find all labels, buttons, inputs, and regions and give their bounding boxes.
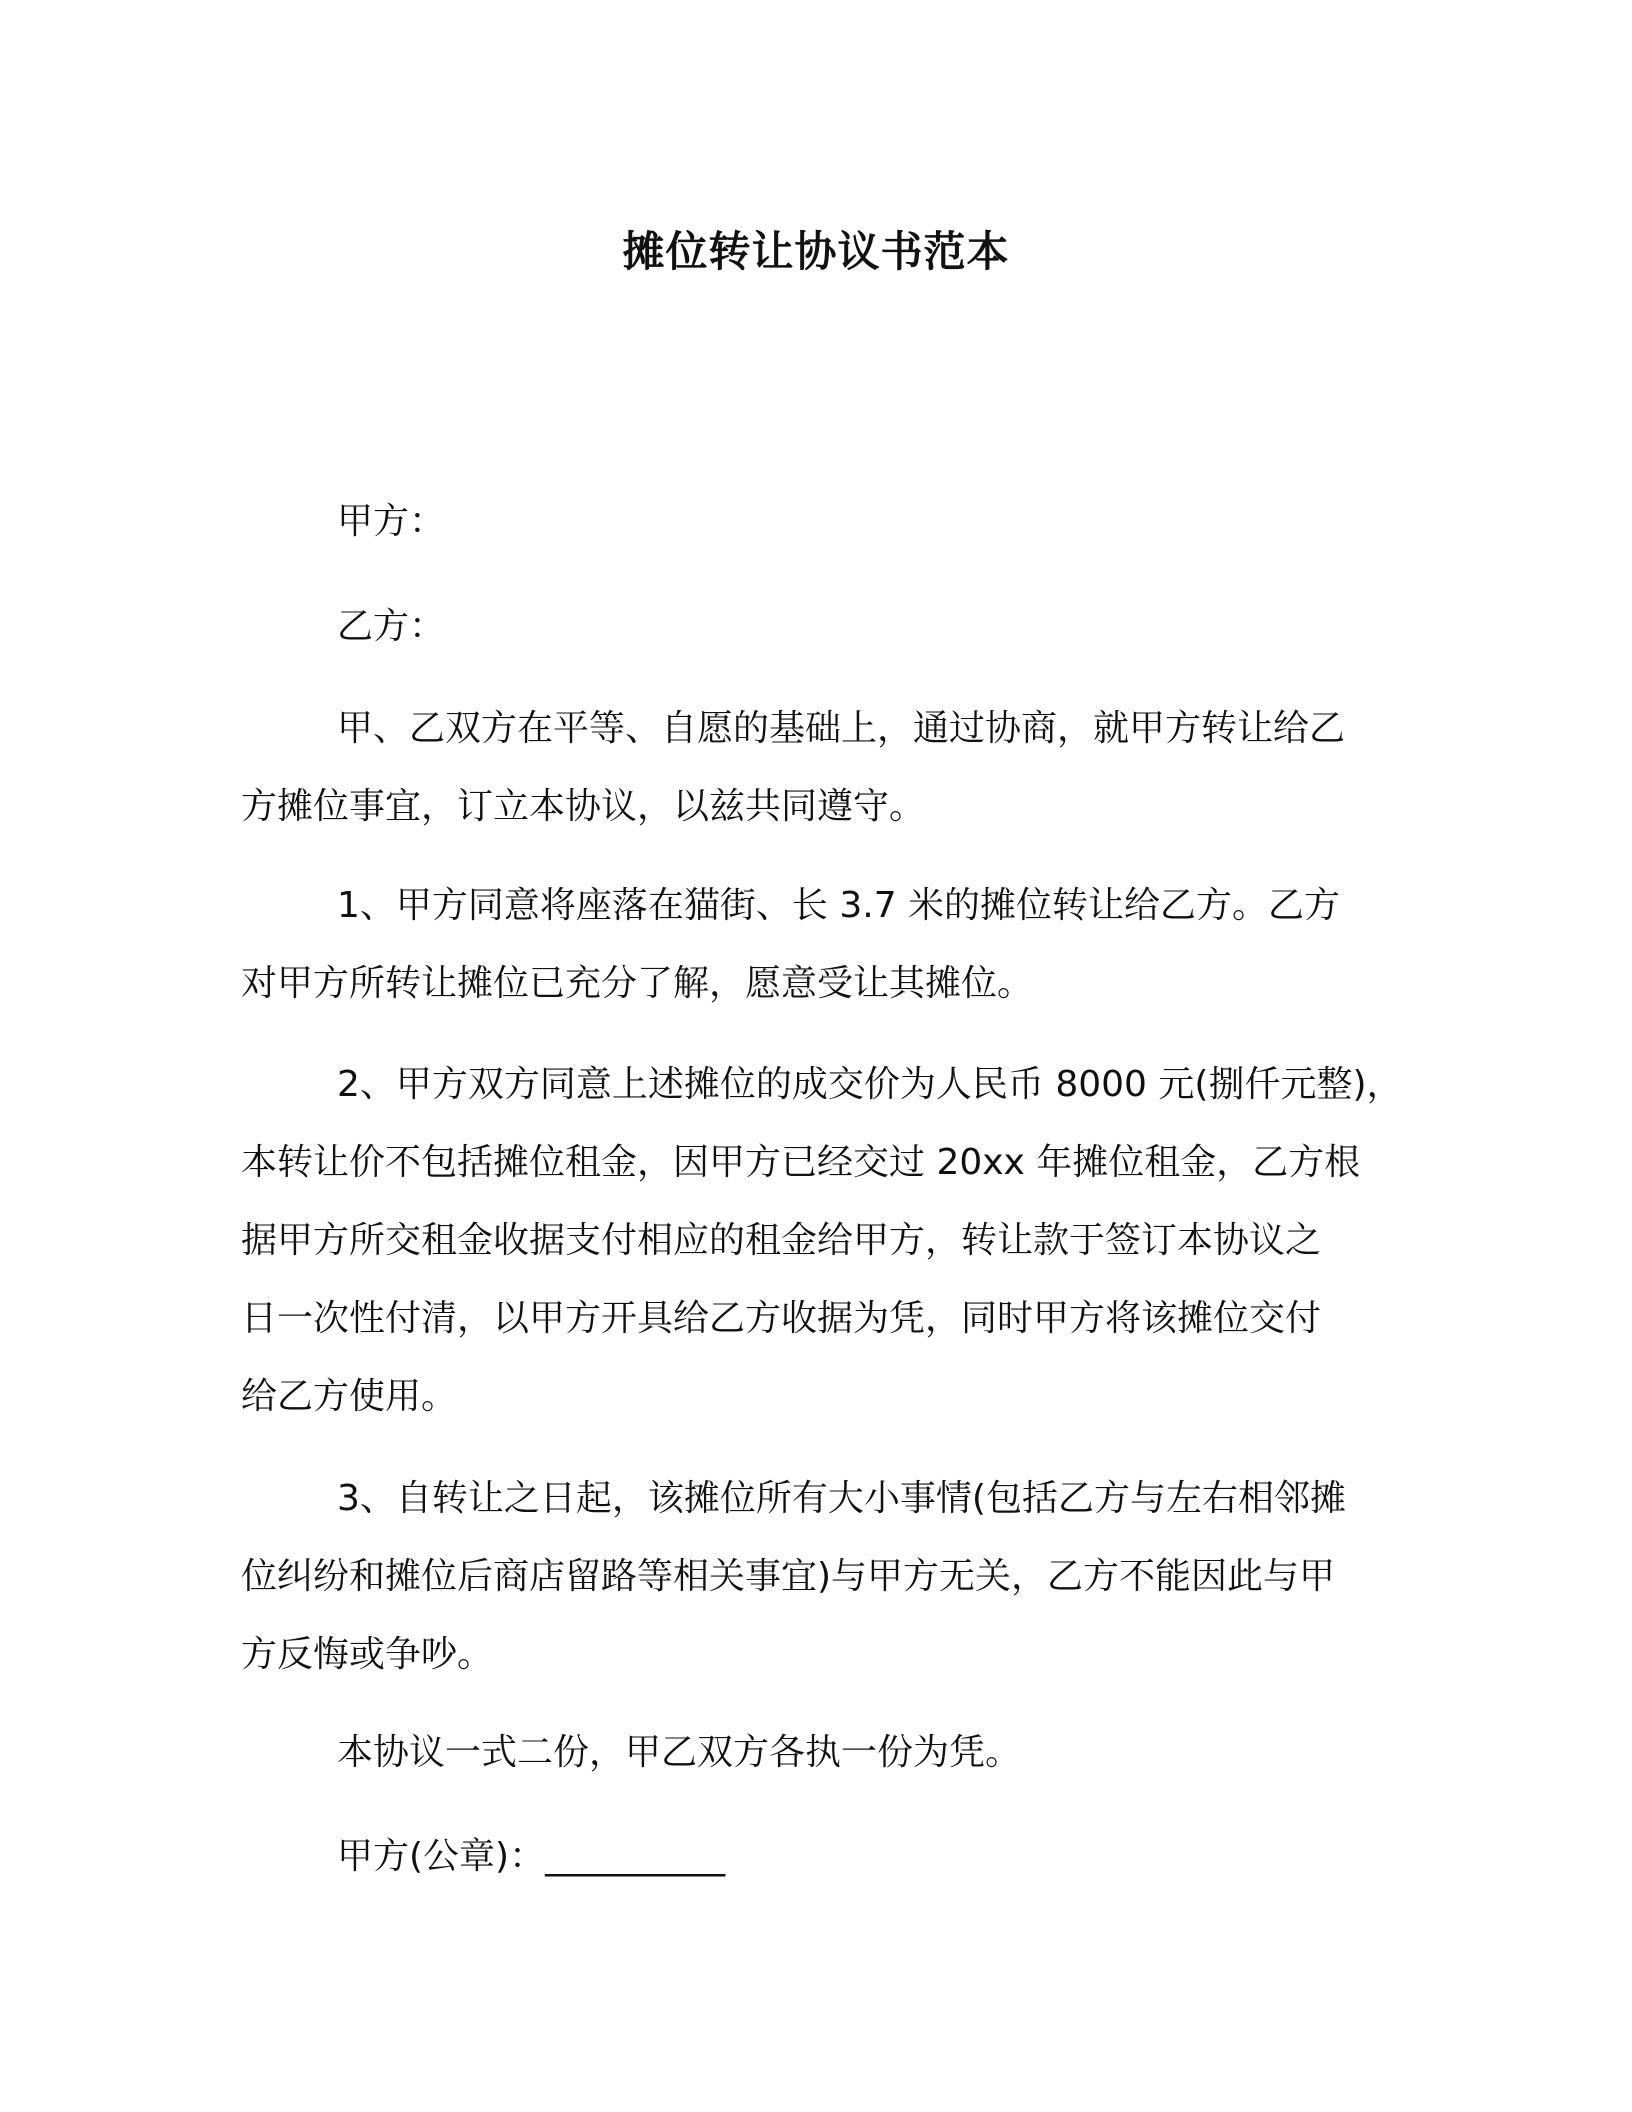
clause-3-line-2: 位纠纷和摊位后商店留路等相关事宜)与甲方无关，乙方不能因此与甲 [241,1556,1336,1597]
clause-2-line-4: 日一次性付清，以甲方开具给乙方收据为凭，同时甲方将该摊位交付 [241,1298,1322,1339]
clause-2-line-1: 2、甲方双方同意上述摊位的成交价为人民币 8000 元(捌仟元整)， [337,1064,1403,1105]
copies-text: 本协议一式二份，甲乙双方各执一份为凭。 [337,1732,1022,1773]
clause-1-line-1: 1、甲方同意将座落在猫街、长 3.7 米的摊位转让给乙方。乙方 [337,885,1341,926]
clause-1-line-2: 对甲方所转让摊位已充分了解，愿意受让其摊位。 [241,963,1034,1004]
clause-2-line-2: 本转让价不包括摊位租金，因甲方已经交过 20xx 年摊位租金，乙方根 [241,1142,1361,1183]
party-a-text: 甲方： [337,501,446,542]
clause-2-line-3: 据甲方所交租金收据支付相应的租金给甲方，转让款于签订本协议之 [241,1220,1322,1261]
copies-statement [241,1714,1409,1792]
clause-3 [241,1460,1409,1694]
clause-3-line-1: 3、自转让之日起，该摊位所有大小事情(包括乙方与左右相邻摊 [337,1478,1346,1519]
intro-line-2: 方摊位事宜，订立本协议，以兹共同遵守。 [241,786,926,827]
party-b-text: 乙方： [337,606,446,647]
document-title: 摊位转让协议书范本 [622,227,1010,276]
clause-1 [241,867,1409,1023]
seal-a-text: 甲方(公章)：__________ [337,1836,726,1877]
party-b-label [241,588,1409,666]
clause-3-line-3: 方反悔或争吵。 [241,1634,494,1675]
intro-paragraph [241,690,1409,846]
seal-a [241,1818,1409,1896]
clause-2 [241,1046,1409,1436]
clause-2-line-5: 给乙方使用。 [241,1376,458,1417]
party-a-label [241,483,1409,561]
intro-line-1: 甲、乙双方在平等、自愿的基础上，通过协商，就甲方转让给乙 [337,708,1346,749]
